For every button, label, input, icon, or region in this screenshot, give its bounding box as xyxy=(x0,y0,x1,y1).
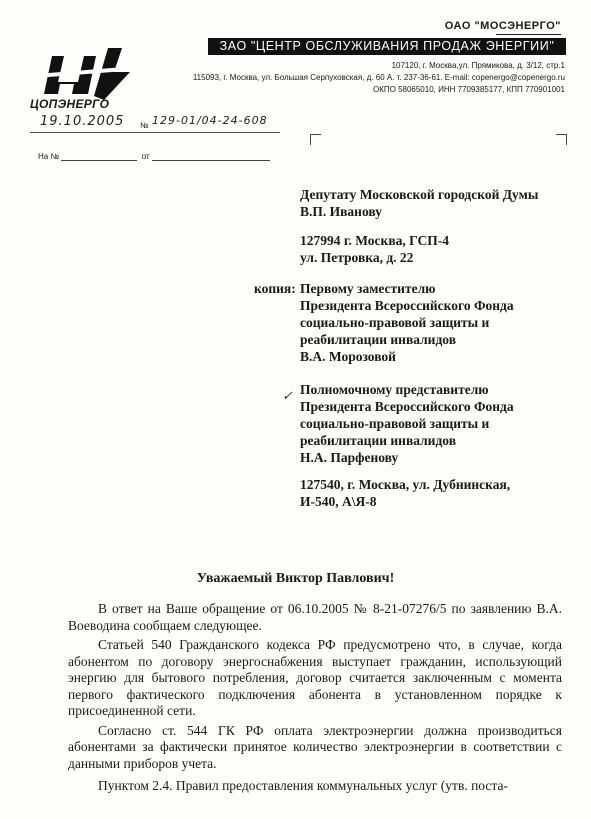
paragraph: Пунктом 2.4. Правил предоставления коммунальных услуг (утв. поста- xyxy=(98,778,508,793)
primary-recipient: Депутату Московской городской Думы В.П. Иванову xyxy=(300,187,539,219)
outgoing-number-label: № xyxy=(140,121,149,130)
outgoing-number: 129-01/04-24-608 xyxy=(152,114,268,127)
copy-recipient-2-address: 127540, г. Москва, ул. Дубнинская, И-540, А\Я-8 xyxy=(300,477,511,509)
corner-mark-left xyxy=(310,134,321,145)
corner-mark-right xyxy=(556,134,567,145)
parent-company: ОАО "МОСЭНЕРГО" xyxy=(444,20,561,32)
outgoing-underline xyxy=(30,132,280,133)
paragraph: В ответ на Ваше обращение от 06.10.2005 № 8-21-07276/5 по заявлению В.А. Воеводина сообщаем следующее. xyxy=(68,601,562,633)
reply-number-field xyxy=(61,151,137,161)
copy-recipient-1: Первому заместителю Президента Всероссийского Фонда социально-правовой защиты и реабилитации инвалидов В.А. Морозовой xyxy=(300,281,514,364)
check-mark-icon: ✓ xyxy=(282,388,293,403)
primary-address: 127994 г. Москва, ГСП-4 ул. Петровка, д. 22 xyxy=(300,233,450,265)
logo-text: ЦОПЭНЕРГО xyxy=(30,97,110,111)
company-logo-icon xyxy=(34,44,144,100)
address-line-2: 115093, г. Москва, ул. Большая Серпуховская, д. 60 А. т. 237-36-61. E-mail: copenergo@copenergo.ru xyxy=(192,73,565,82)
company-name-banner: ЗАО "ЦЕНТР ОБСЛУЖИВАНИЯ ПРОДАЖ ЭНЕРГИИ" xyxy=(208,38,566,55)
copy-recipient-2: Полномочному представителю Президента Всероссийского Фонда социально-правовой защиты и реабилитации инвалидов Н.А. Парфенову xyxy=(300,382,514,465)
reply-date-field xyxy=(152,151,270,161)
address-line-1: 107120, г. Москва,ул. Прямикова, д. 3/12, стр.1 xyxy=(391,61,565,70)
reply-number-label: На № от xyxy=(38,151,270,161)
parent-company-underline xyxy=(496,34,561,35)
copy-label: копия: xyxy=(254,281,296,296)
salutation: Уважаемый Виктор Павлович! xyxy=(196,571,395,586)
paragraph: Согласно ст. 544 ГК РФ оплата электроэнергии должна производиться абонентами за фактически принятое количество электроэнергии в соответствии с данными приборов учета. xyxy=(68,722,562,771)
outgoing-date: 19.10.2005 xyxy=(40,114,125,129)
letter-body xyxy=(68,601,562,798)
registry-line: ОКПО 58065010, ИНН 7709385177, КПП 770901001 xyxy=(372,85,565,94)
paragraph: Статьей 540 Гражданского кодекса РФ предусмотрено что, в случае, когда абонентом по договору энергоснабжения выступает гражданин, использующий энергию для бытового потребления, договор считается заключенным с момента первого фактического подключения абонента в установленном порядке к присоединенной сети. xyxy=(68,637,562,718)
